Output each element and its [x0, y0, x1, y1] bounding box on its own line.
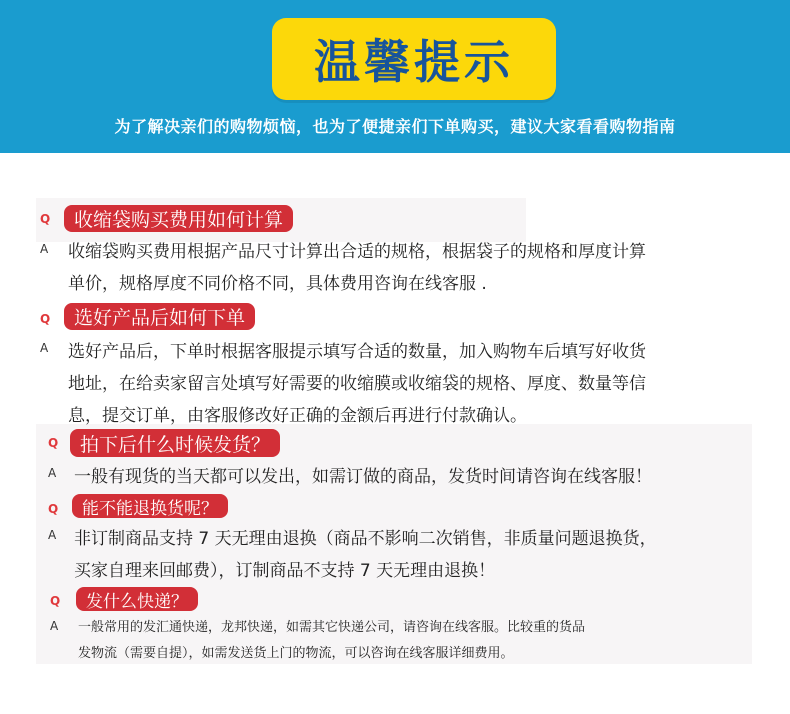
q-mark: Q: [48, 502, 59, 516]
header-banner: [0, 0, 790, 153]
a-mark: A: [48, 528, 57, 542]
faq-answer-4-line-1: 非订制商品支持 7 天无理由退换（商品不影响二次销售，非质量问题退换货，: [74, 529, 657, 549]
page-subtitle: 为了解决亲们的购物烦恼，也为了便捷亲们下单购买，建议大家看看购物指南: [114, 117, 676, 136]
q-mark: Q: [48, 436, 59, 450]
q-mark: Q: [50, 594, 61, 608]
q-mark: Q: [40, 212, 51, 226]
a-mark: A: [48, 466, 57, 480]
a-mark: A: [50, 619, 59, 633]
a-mark: A: [40, 341, 49, 355]
page-title: 温馨提示: [314, 35, 514, 89]
faq-answer-2-line-3: 息，提交订单，由客服修改好正确的金额后再进行付款确认。: [68, 406, 527, 426]
title-box: [272, 18, 556, 100]
a-mark: A: [40, 242, 49, 256]
faq-answer-5-line-1: 一般常用的发汇通快递，龙邦快递，如需其它快递公司，请咨询在线客服。比较重的货品: [78, 620, 586, 635]
faq-answer-2-line-1: 选好产品后，下单时根据客服提示填写合适的数量，加入购物车后填写好收货: [68, 342, 646, 362]
faq-answer-1-line-1: 收缩袋购买费用根据产品尺寸计算出合适的规格，根据袋子的规格和厚度计算: [68, 242, 646, 262]
faq-answer-3-line-1: 一般有现货的当天都可以发出，如需订做的商品，发货时间请咨询在线客服！: [74, 467, 652, 487]
faq-question-1: 收缩袋购买费用如何计算: [64, 205, 293, 232]
faq-question-3: 拍下后什么时候发货？: [70, 429, 280, 457]
faq-question-2: 选好产品后如何下单: [64, 303, 255, 330]
faq-answer-5-line-2: 发物流（需要自提），如需发送货上门的物流，可以咨询在线客服详细费用。: [78, 646, 514, 661]
faq-answer-2-line-2: 地址，在给卖家留言处填写好需要的收缩膜或收缩袋的规格、厚度、数量等信: [68, 374, 646, 394]
faq-answer-1-line-2: 单价，规格厚度不同价格不同，具体费用咨询在线客服 .: [68, 274, 487, 294]
faq-question-4: 能不能退换货呢？: [72, 494, 228, 518]
faq-answer-4-line-2: 买家自理来回邮费），订制商品不支持 7 天无理由退换！: [74, 561, 496, 581]
faq-question-5: 发什么快递？: [76, 587, 198, 611]
q-mark: Q: [40, 312, 51, 326]
